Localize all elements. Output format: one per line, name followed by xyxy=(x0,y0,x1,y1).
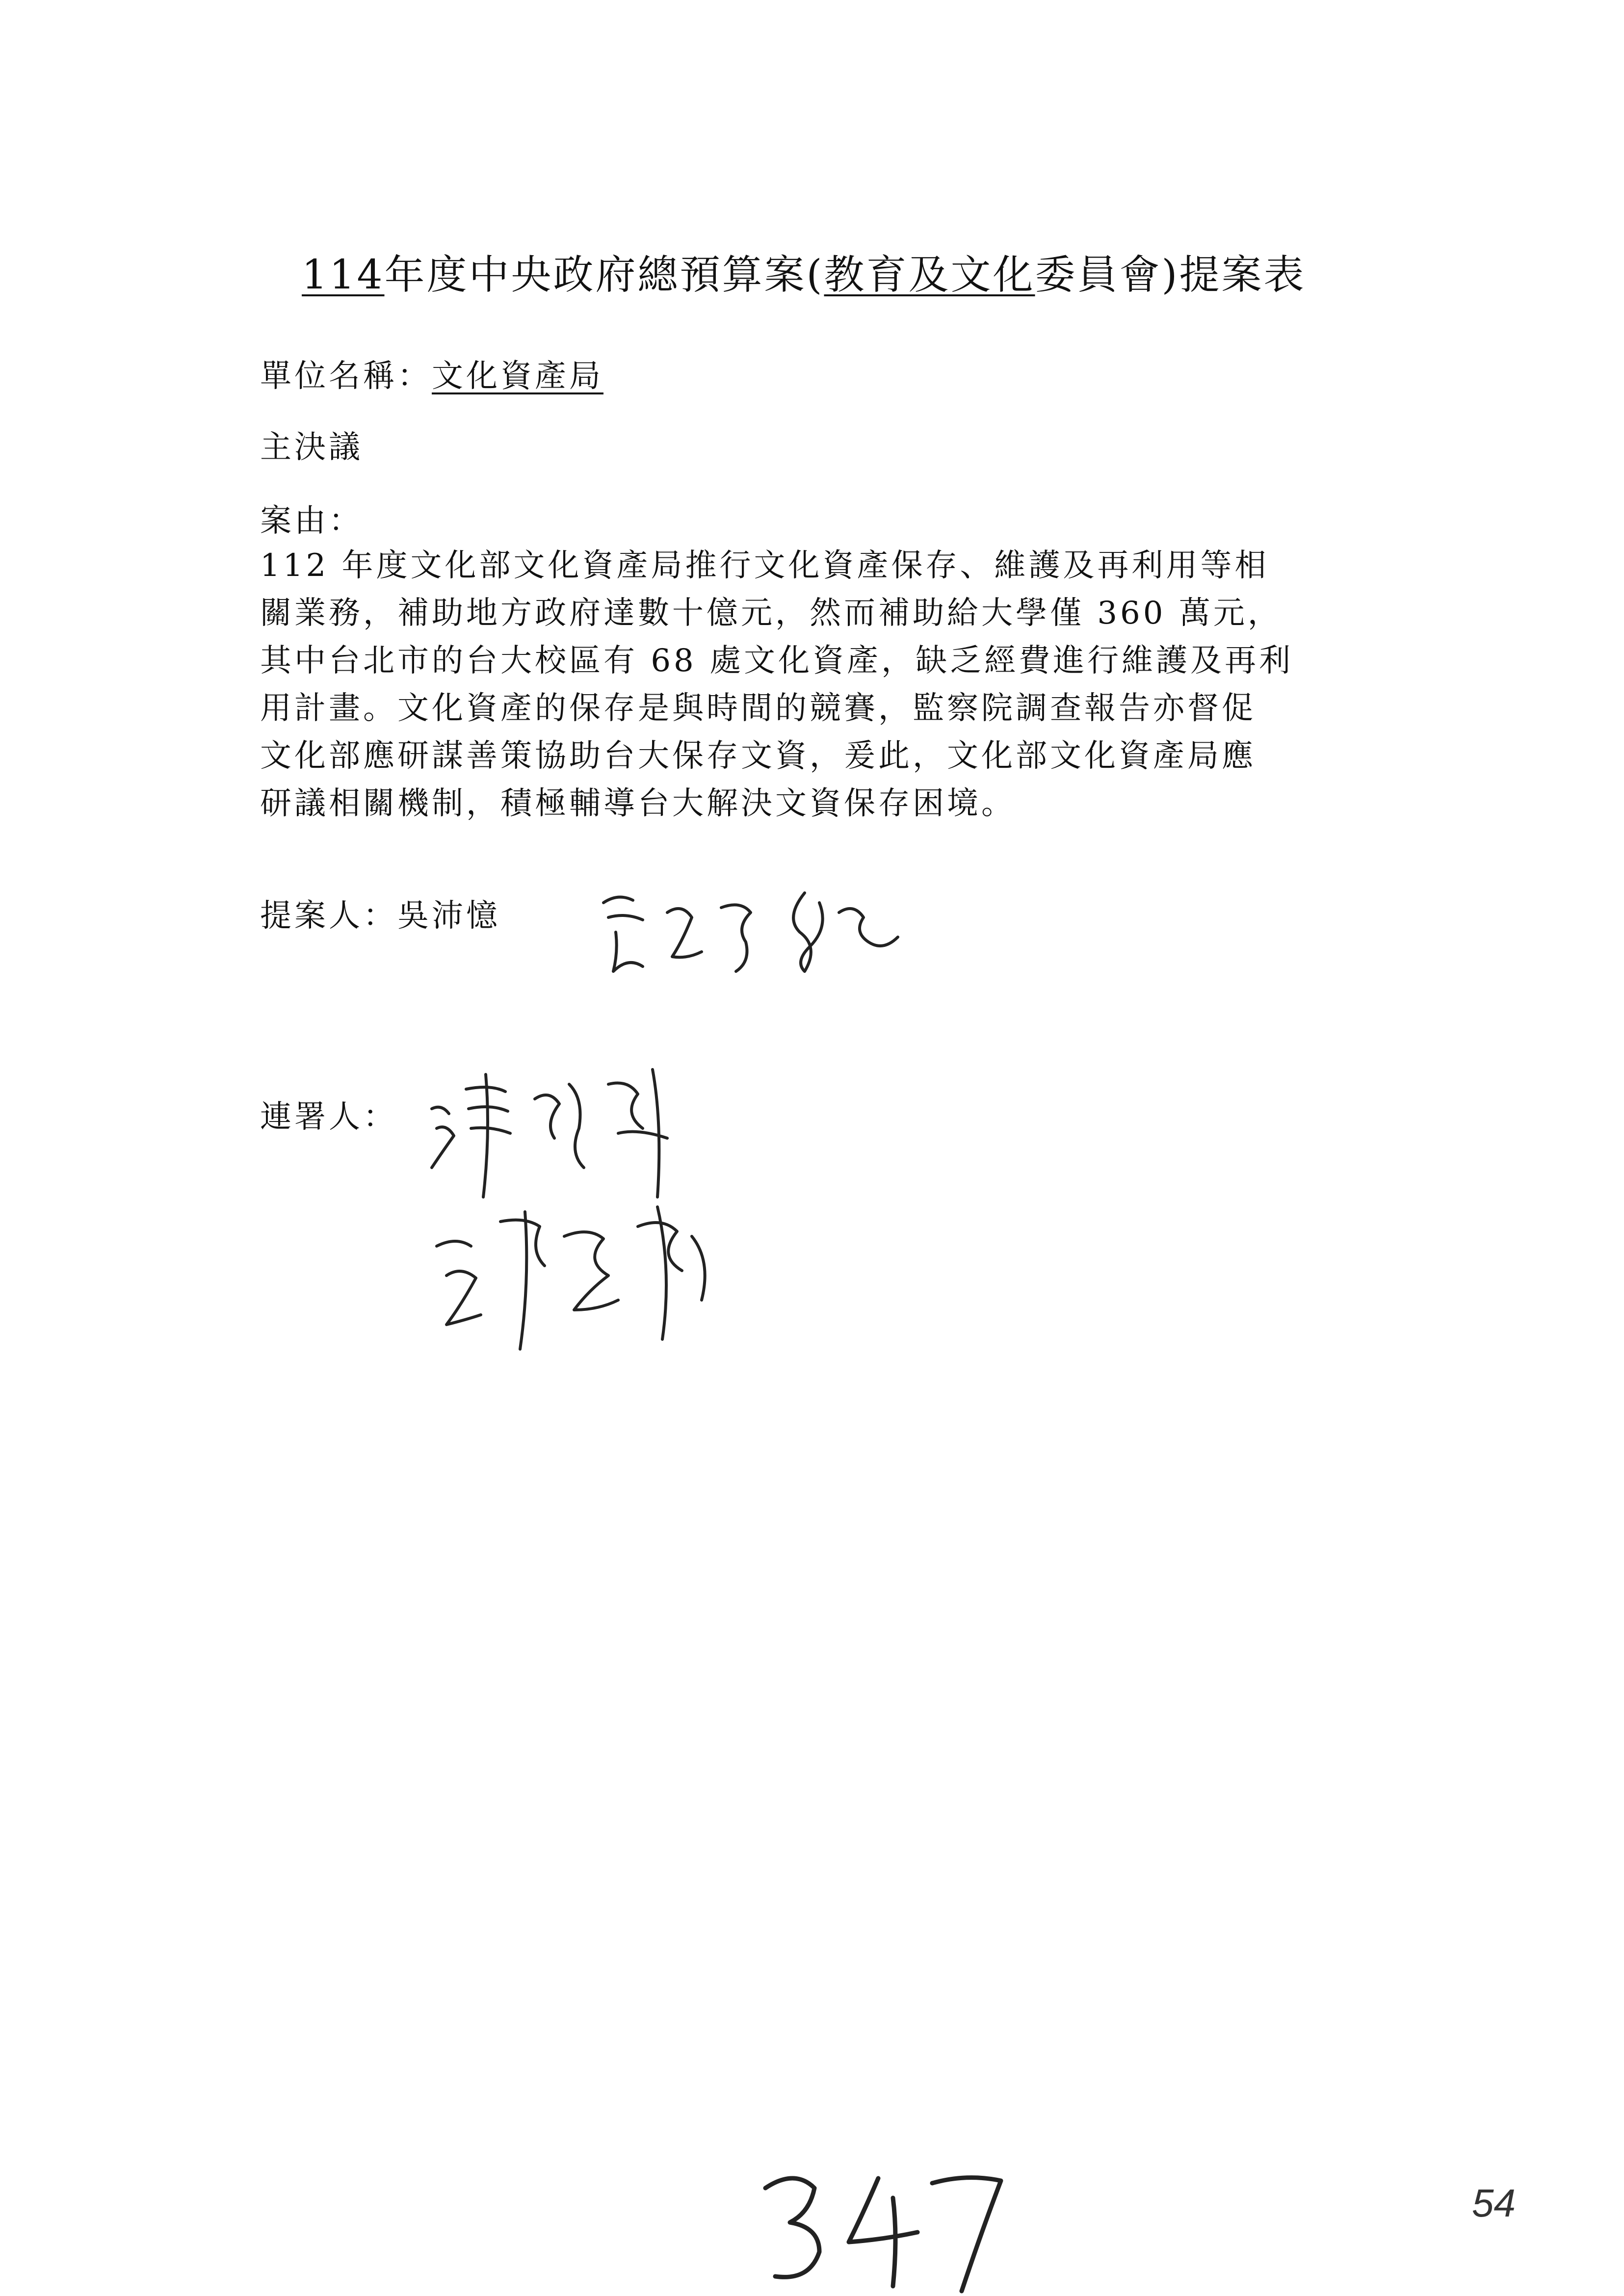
page-title xyxy=(302,243,1306,300)
proposer-row xyxy=(260,890,500,936)
resolution-type: 主決議 xyxy=(260,429,363,466)
reason-line: 研議相關機制，積極輔導台大解決文資保存困境。 xyxy=(260,785,1016,822)
reason-line: 用計畫。文化資產的保存是與時間的競賽，監察院調查報告亦督促 xyxy=(260,690,1256,727)
cosigners-label: 連署人： xyxy=(260,1099,397,1135)
proposer-label: 提案人： xyxy=(260,898,397,934)
title-text-2: 委員會)提案表 xyxy=(1035,252,1306,298)
handwritten-bottom-number xyxy=(756,2159,1030,2296)
unit-row xyxy=(260,351,603,396)
title-text-1: 年度中央政府總預算案( xyxy=(384,252,824,298)
reason-line: 關業務，補助地方政府達數十億元，然而補助給大學僅 360 萬元， xyxy=(260,595,1282,631)
reason-body xyxy=(260,542,1403,828)
proposer-name: 吳沛憶 xyxy=(397,898,500,934)
cosigner-signature-2 xyxy=(427,1192,731,1354)
unit-value: 文化資產局 xyxy=(432,358,603,394)
title-committee: 教育及文化 xyxy=(824,252,1035,298)
reason-label: 案由： xyxy=(260,503,363,539)
reason-line: 112 年度文化部文化資產局推行文化資產保存、維護及再利用等相 xyxy=(260,548,1269,584)
reason-line: 文化部應研謀善策協助台大保存文資，爰此，文化部文化資產局應 xyxy=(260,738,1256,774)
page-number: 54 xyxy=(1472,2181,1516,2225)
reason-line: 其中台北市的台大校區有 68 處文化資產，缺乏經費進行維護及再利 xyxy=(260,643,1294,679)
cosigner-signature-1 xyxy=(422,1055,707,1202)
proposer-signature xyxy=(589,873,922,986)
title-year: 114 xyxy=(302,252,385,298)
unit-label: 單位名稱： xyxy=(260,358,432,394)
